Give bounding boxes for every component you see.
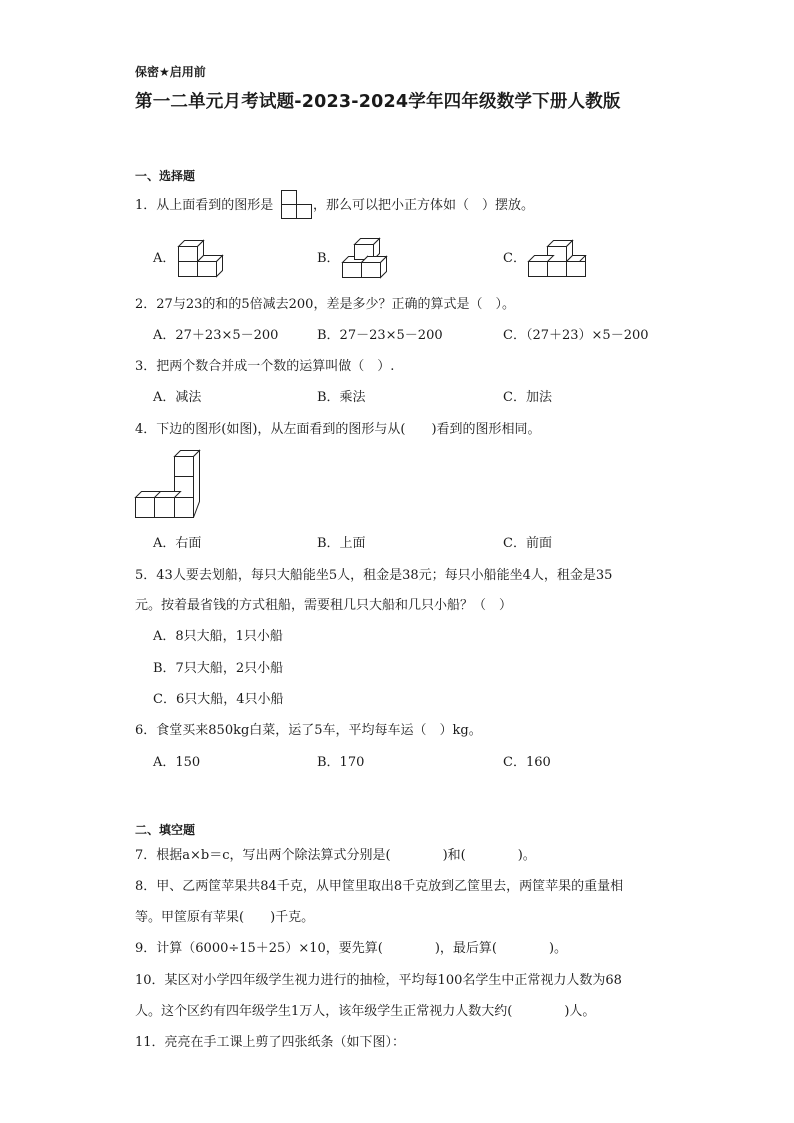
q1-option-c[interactable]: C．	[503, 251, 526, 266]
question-7-text: 7．根据a×b＝c，写出两个除法算式分别是( )和( )。	[135, 848, 536, 863]
question-11-text: 11．亮亮在手工课上剪了四张纸条（如下图）：	[135, 1035, 406, 1050]
question-8-text-line1: 8．甲、乙两筐苹果共84千克，从甲筐里取出8千克放到乙筐里去，两筐苹果的重量相	[135, 879, 624, 894]
q1-option-a[interactable]: A．	[153, 251, 176, 266]
q6-option-c[interactable]: C．160	[503, 755, 551, 770]
question-1-text-before: 1．从上面看到的图形是	[135, 198, 274, 213]
question-4-text: 4．下边的图形(如图)，从左面看到的图形与从( )看到的图形相同。	[135, 422, 541, 437]
q3-option-a[interactable]: A．减法	[153, 390, 202, 405]
question-6-text: 6．食堂买来850kg白菜，运了5车，平均每车运（ ）kg。	[135, 723, 482, 738]
section-heading-fill: 二、填空题	[135, 823, 196, 837]
q4-option-c[interactable]: C．前面	[503, 536, 552, 551]
question-10-text-line2: 人。这个区约有四年级学生1万人，该年级学生正常视力人数大约( )人。	[135, 1004, 596, 1019]
q5-option-c[interactable]: C．6只大船，4只小船	[153, 692, 284, 707]
confidential-label: 保密★启用前	[135, 65, 206, 79]
q4-option-a[interactable]: A．右面	[153, 536, 202, 551]
q4-option-b[interactable]: B．上面	[317, 536, 366, 551]
q6-option-b[interactable]: B．170	[317, 755, 365, 770]
q1-option-a-cubes-figure	[176, 236, 226, 281]
question-10-text-line1: 10．某区对小学四年级学生视力进行的抽检，平均每100名学生中正常视力人数为68	[135, 973, 622, 988]
q1-top-view-figure	[281, 190, 313, 220]
question-9-text: 9．计算（6000÷15＋25）×10，要先算( )，最后算( )。	[135, 941, 568, 956]
q2-option-a[interactable]: A．27＋23×5－200	[153, 328, 279, 343]
question-8-text-line2: 等。甲筐原有苹果( )千克。	[135, 910, 315, 925]
question-2-text: 2．27与23的和的5倍减去200，差是多少？正确的算式是（ ）。	[135, 297, 515, 312]
q2-option-c[interactable]: C．（27＋23）×5－200	[503, 328, 649, 343]
question-5-text-line2: 元。按着最省钱的方式租船，需要租几只大船和几只小船？（ ）	[135, 598, 513, 613]
q6-option-a[interactable]: A．150	[153, 755, 201, 770]
question-1-text-after: ，那么可以把小正方体如（ ）摆放。	[313, 198, 535, 213]
question-5-text-line1: 5．43人要去划船，每只大船能坐5人，租金是38元；每只小船能坐4人，租金是35	[135, 568, 613, 583]
q4-cubes-figure	[133, 446, 205, 520]
question-3-text: 3．把两个数合并成一个数的运算叫做（ ）.	[135, 359, 395, 374]
q1-option-b[interactable]: B．	[317, 251, 340, 266]
section-heading-choice: 一、选择题	[135, 169, 196, 183]
q5-option-b[interactable]: B．7只大船，2只小船	[153, 661, 284, 676]
q3-option-b[interactable]: B．乘法	[317, 390, 366, 405]
page-title: 第一二单元月考试题-2023-2024学年四年级数学下册人教版	[135, 92, 621, 112]
q2-option-b[interactable]: B．27－23×5－200	[317, 328, 443, 343]
q1-option-c-cubes-figure	[526, 236, 590, 281]
q1-option-b-cubes-figure	[340, 236, 396, 281]
q5-option-a[interactable]: A．8只大船，1只小船	[153, 629, 283, 644]
q3-option-c[interactable]: C．加法	[503, 390, 552, 405]
